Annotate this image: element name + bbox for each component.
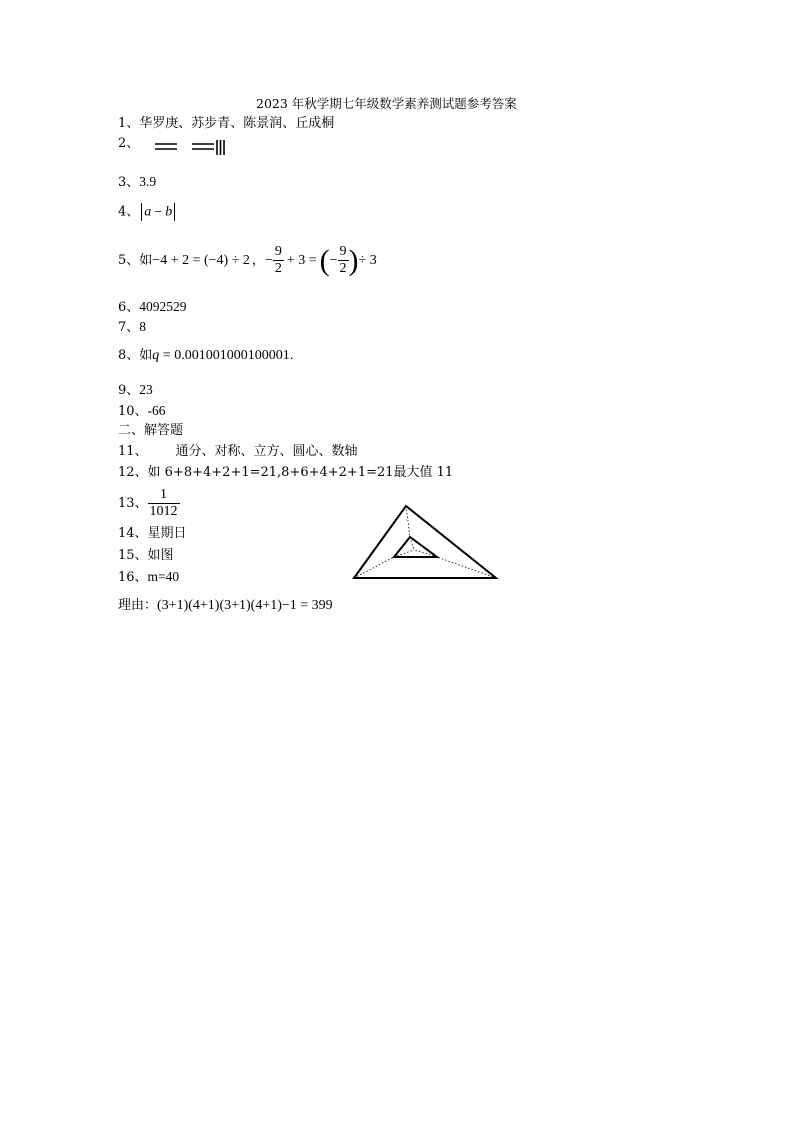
- answer-3-number: 3、: [118, 175, 140, 190]
- var-a: a: [144, 204, 152, 220]
- answer-16-text: m=40: [147, 569, 180, 584]
- answer-6-number: 6、: [118, 300, 140, 315]
- answer-9-number: 9、: [118, 383, 140, 398]
- dotted-line: [354, 557, 394, 578]
- minus-sign: −: [154, 204, 163, 220]
- answer-2: [118, 136, 139, 152]
- fraction-denominator: 2: [339, 261, 347, 276]
- answer-6: [118, 299, 187, 316]
- right-paren: ): [348, 243, 359, 277]
- answer-1: [118, 116, 334, 132]
- answer-8-prefix: 如: [139, 348, 153, 363]
- answer-11-number: 11、: [118, 444, 148, 459]
- neg-sign: −: [264, 252, 273, 268]
- answer-10: [118, 403, 166, 420]
- answer-8-number: 8、: [118, 348, 140, 363]
- answer-3: [118, 174, 156, 191]
- fraction-numerator: 1: [160, 487, 168, 502]
- answer-14-number: 14、: [118, 526, 148, 541]
- page-title: 2023 年秋学期七年级数学素养测试题参考答案: [256, 96, 517, 111]
- answer-5-number: 5、: [118, 252, 140, 268]
- answer-13: [118, 487, 180, 520]
- nested-triangle-figure: [348, 500, 502, 584]
- answer-15-number: 15、: [118, 548, 148, 563]
- fraction-9-2-second: [338, 244, 349, 277]
- section-heading: 二、解答题: [118, 423, 184, 438]
- fraction-denominator: 1012: [149, 504, 178, 519]
- answer-5-prefix: 如: [139, 252, 153, 268]
- var-b: b: [165, 204, 173, 220]
- answer-10-text: -66: [147, 403, 166, 418]
- answer-1-number: 1、: [118, 116, 140, 131]
- answer-14: [118, 526, 187, 542]
- rod-numeral-figure: [150, 137, 230, 159]
- reason-line: [118, 598, 333, 614]
- answer-4: [118, 203, 177, 221]
- answer-5-expr1: −4 + 2 = (−4) ÷ 2: [152, 252, 250, 268]
- answer-13-number: 13、: [118, 495, 148, 511]
- answer-5-div3: ÷ 3: [358, 252, 377, 268]
- answer-16: [118, 569, 179, 586]
- answer-9-text: 23: [139, 382, 153, 397]
- answer-11-text: 通分、对称、立方、圆心、数轴: [175, 444, 358, 459]
- fraction-denominator: 2: [274, 261, 282, 276]
- outer-triangle: [354, 506, 496, 578]
- answer-5: [118, 244, 377, 277]
- answer-5-plus3: + 3 =: [286, 252, 317, 268]
- answer-1-text: 华罗庚、苏步青、陈景润、丘成桐: [139, 116, 335, 131]
- var-q: q: [152, 348, 160, 363]
- dotted-line: [437, 557, 496, 578]
- reason-label: 理由：: [118, 598, 158, 613]
- answer-12-text: 如 6+8+4+2+1=21,8+6+4+2+1=21最大值 11: [147, 465, 454, 480]
- answer-15: [118, 548, 174, 564]
- answer-15-text: 如图: [147, 548, 174, 563]
- fraction-numerator: 9: [339, 244, 347, 259]
- dotted-line: [406, 506, 410, 537]
- answer-14-text: 星期日: [147, 526, 187, 541]
- neg-sign-2: −: [329, 252, 338, 268]
- inner-triangle: [394, 537, 437, 557]
- answer-4-number: 4、: [118, 204, 140, 220]
- answer-10-number: 10、: [118, 404, 148, 419]
- answer-12: [118, 465, 453, 481]
- answer-7-number: 7、: [118, 320, 140, 335]
- fraction-9-2: [273, 244, 284, 277]
- answer-16-number: 16、: [118, 570, 148, 585]
- abs-bar-left: [141, 203, 142, 221]
- answer-9: [118, 382, 153, 399]
- answer-12-number: 12、: [118, 465, 148, 480]
- answer-7-text: 8: [139, 319, 147, 334]
- fraction-1-1012: [148, 487, 180, 520]
- answer-11: [118, 444, 358, 460]
- left-paren: (: [319, 243, 330, 277]
- fraction-numerator: 9: [274, 244, 282, 259]
- answer-7: [118, 319, 146, 336]
- answer-3-text: 3.9: [139, 174, 157, 189]
- answer-8-text: = 0.001001000100001.: [159, 348, 294, 363]
- answer-2-number: 2、: [118, 136, 140, 151]
- reason-expression: (3+1)(4+1)(3+1)(4+1)−1 = 399: [157, 598, 333, 613]
- abs-bar-right: [174, 203, 175, 221]
- answer-5-sep: ，: [251, 252, 265, 268]
- answer-8: [118, 348, 293, 364]
- answer-6-text: 4092529: [139, 299, 187, 314]
